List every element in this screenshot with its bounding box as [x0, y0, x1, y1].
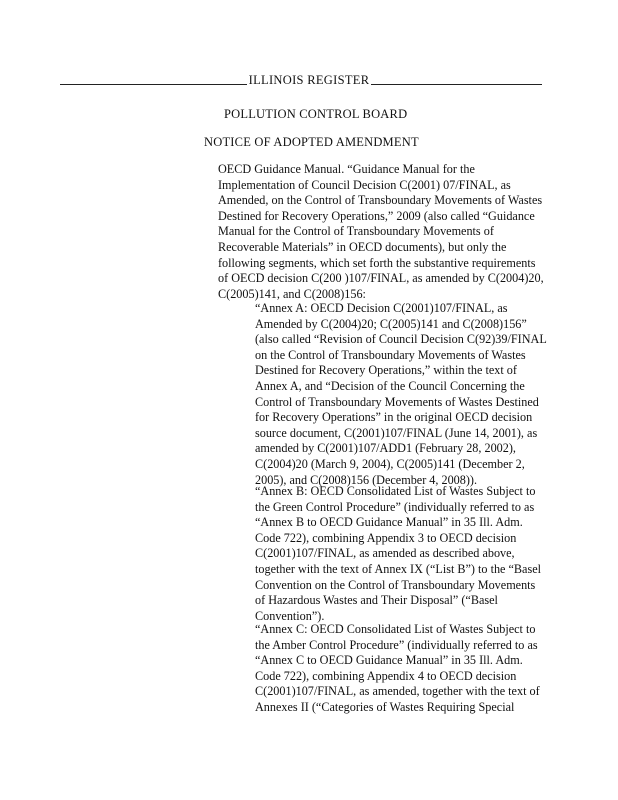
- text-line: Control of Transboundary Movements of Wastes Destined: [255, 394, 539, 409]
- text-line: on the Control of Transboundary Movements of Wastes: [255, 347, 526, 362]
- text-line: “Annex A: OECD Decision C(2001)107/FINAL, as: [255, 301, 508, 315]
- text-line: “Annex C to OECD Guidance Manual” in 35 Ill. Adm.: [255, 653, 523, 668]
- text-line: the Amber Control Procedure” (individually referred to as: [255, 637, 538, 652]
- main-paragraph: [218, 162, 548, 302]
- text-line: Annexes II (“Categories of Wastes Requiring Special: [255, 699, 515, 714]
- text-line: Amended, on the Control of Transboundary Movements of Wastes: [218, 193, 543, 208]
- text-line: Convention”).: [255, 608, 325, 623]
- text-line: the Green Control Procedure” (individually referred to as: [255, 499, 535, 514]
- text-line: of OECD decision C(200 )107/FINAL, as amended by C(2004)20,: [218, 271, 544, 286]
- text-line: C(2004)20 (March 9, 2004), C(2005)141 (December 2,: [255, 456, 525, 471]
- text-line: for Recovery Operations” in the original OECD decision: [255, 410, 533, 425]
- text-line: Amended by C(2004)20; C(2005)141 and C(2008)156”: [255, 316, 527, 331]
- text-line: C(2001)107/FINAL, as amended, together with the text of: [255, 684, 540, 699]
- text-line: (also called “Revision of Council Decision C(92)39/FINAL: [255, 332, 547, 347]
- text-line: Code 722), combining Appendix 3 to OECD decision: [255, 530, 517, 545]
- text-line: source document, C(2001)107/FINAL (June 14, 2001), as: [255, 425, 538, 440]
- register-title: ILLINOIS REGISTER: [248, 73, 370, 87]
- notice-title: NOTICE OF ADOPTED AMENDMENT: [204, 135, 419, 149]
- text-line: following segments, which set forth the substantive requirements: [218, 255, 536, 270]
- text-line: amended by C(2001)107/ADD1 (February 28, 2002),: [255, 441, 516, 456]
- text-line: “Annex B to OECD Guidance Manual” in 35 Ill. Adm.: [255, 515, 523, 530]
- text-line: Annex A, and “Decision of the Council Concerning the: [255, 378, 525, 393]
- text-line: together with the text of Annex IX (“List B”) to the “Basel: [255, 561, 541, 576]
- text-line: Destined for Recovery Operations,” 2009 (also called “Guidance: [218, 208, 535, 223]
- text-line: Code 722), combining Appendix 4 to OECD decision: [255, 668, 517, 683]
- annex-b-paragraph: [255, 484, 555, 624]
- text-line: Recoverable Materials” in OECD documents), but only the: [218, 239, 507, 254]
- annex-a-paragraph: [255, 301, 555, 488]
- text-line: Convention on the Control of Transboundary Movements: [255, 577, 536, 592]
- board-name: POLLUTION CONTROL BOARD: [224, 107, 408, 121]
- text-line: Destined for Recovery Operations,” within the text of: [255, 363, 517, 378]
- text-line: OECD Guidance Manual. “Guidance Manual for the: [218, 162, 475, 176]
- text-line: Manual for the Control of Transboundary Movements of: [218, 224, 494, 239]
- text-line: of Hazardous Wastes and Their Disposal” (“Basel: [255, 593, 498, 608]
- register-header: [0, 73, 618, 88]
- text-line: 2005), and C(2008)156 (December 4, 2008)).: [255, 472, 478, 487]
- text-line: Implementation of Council Decision C(2001) 07/FINAL, as: [218, 177, 511, 192]
- text-line: C(2001)107/FINAL, as amended as described above,: [255, 546, 515, 561]
- text-line: “Annex C: OECD Consolidated List of Wastes Subject to: [255, 622, 536, 636]
- text-line: “Annex B: OECD Consolidated List of Wastes Subject to: [255, 484, 536, 498]
- annex-c-paragraph: [255, 622, 555, 716]
- text-line: C(2005)141, and C(2008)156:: [218, 286, 366, 301]
